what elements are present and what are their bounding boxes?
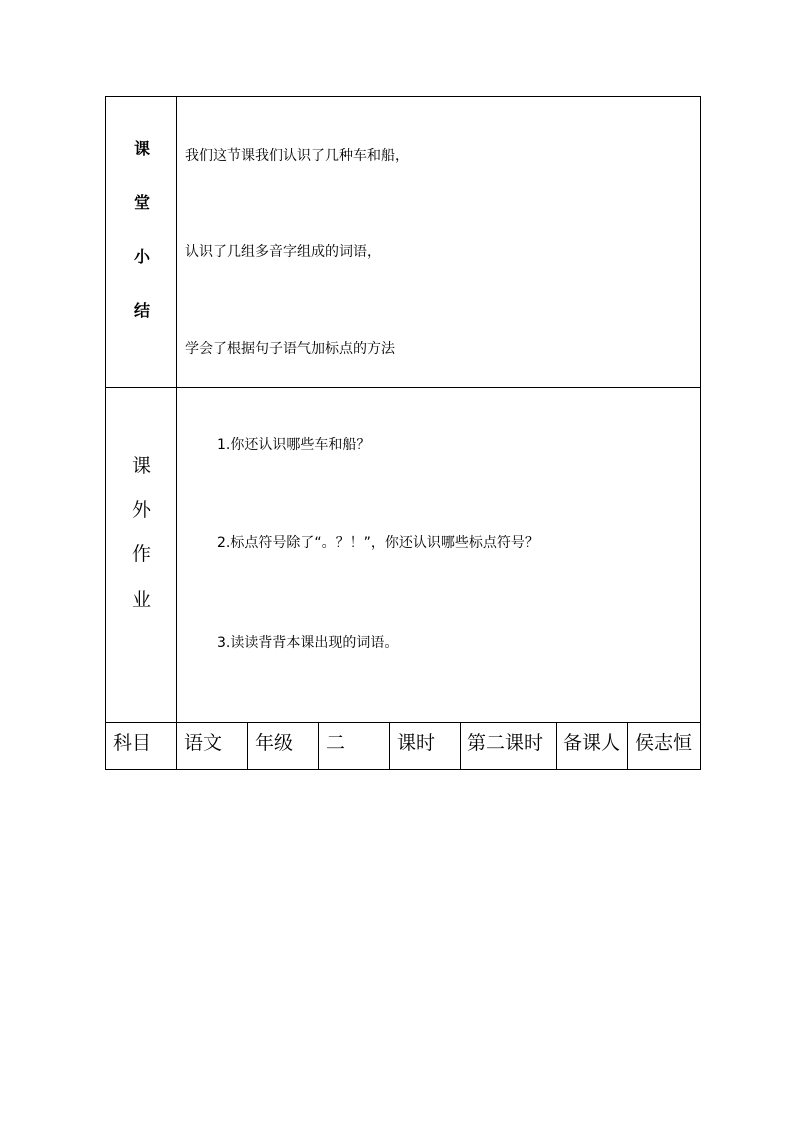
- homework-label-char: 业: [132, 589, 152, 611]
- row-divider: [106, 387, 700, 388]
- column-divider: [389, 722, 390, 770]
- summary-label-char: 小: [134, 247, 151, 266]
- preparer-value: 侯志恒: [635, 732, 693, 754]
- summary-label-char: 课: [134, 139, 151, 158]
- homework-label-char: 课: [132, 455, 152, 477]
- grade-label: 年级: [255, 732, 294, 754]
- summary-line: 我们这节课我们认识了几种车和船，: [185, 148, 409, 164]
- summary-label-char: 结: [134, 301, 151, 320]
- homework-item: 3.读读背背本课出现的词语。: [217, 635, 399, 651]
- column-divider: [627, 722, 628, 770]
- grade-value: 二: [326, 732, 346, 754]
- homework-label-char: 外: [132, 499, 152, 521]
- column-divider: [556, 722, 557, 770]
- column-divider: [247, 722, 248, 770]
- lesson-plan-table: [105, 96, 701, 770]
- column-divider: [318, 722, 319, 770]
- preparer-label: 备课人: [563, 732, 621, 754]
- summary-line: 学会了根据句子语气加标点的方法: [185, 341, 395, 357]
- subject-label: 科目: [113, 732, 152, 754]
- row-divider: [106, 722, 700, 723]
- summary-line: 认识了几组多音字组成的词语，: [185, 244, 381, 260]
- period-value: 第二课时: [467, 732, 544, 754]
- column-divider: [460, 722, 461, 770]
- homework-item: 2.标点符号除了“。？！”，你还认识哪些标点符号？: [217, 535, 539, 551]
- period-label: 课时: [397, 732, 436, 754]
- subject-value: 语文: [184, 732, 223, 754]
- column-divider: [176, 97, 177, 770]
- homework-label-char: 作: [132, 543, 152, 565]
- summary-label-char: 堂: [134, 193, 151, 212]
- homework-item: 1.你还认识哪些车和船？: [217, 437, 371, 453]
